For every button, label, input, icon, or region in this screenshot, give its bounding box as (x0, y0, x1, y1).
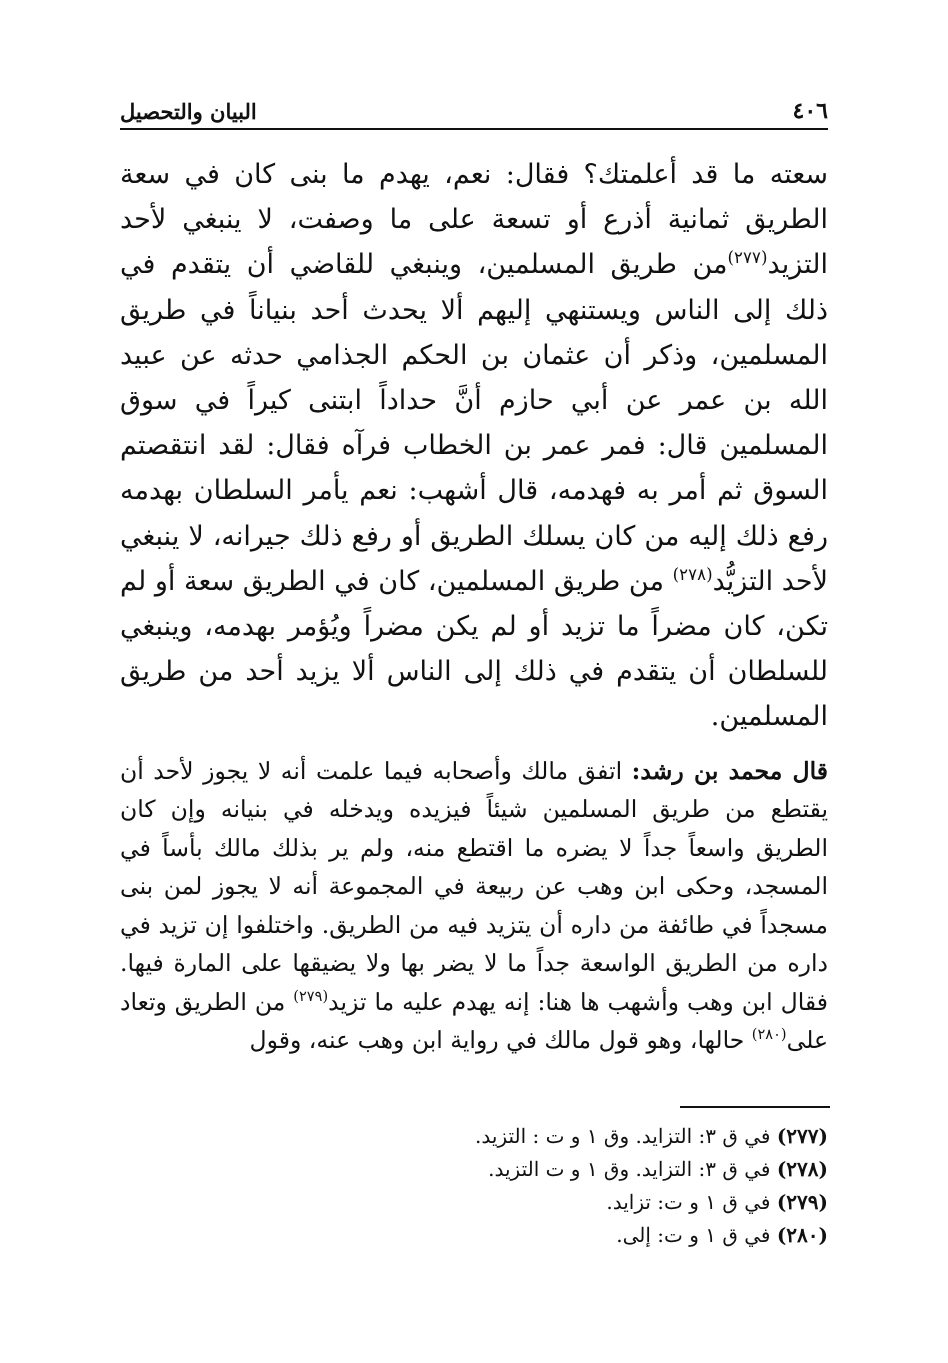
footnote-item (300, 1219, 828, 1252)
footnote-ref-277: (٢٧٧) (727, 247, 768, 268)
footnote-divider (680, 1106, 830, 1108)
footnote-number: (٢٧٨) (776, 1157, 828, 1181)
footnote-number: (٢٧٩) (776, 1190, 828, 1214)
footnotes-list (300, 1120, 828, 1252)
book-title: البيان والتحصيل (120, 99, 257, 124)
footnote-ref-279: (٢٧٩) (293, 987, 329, 1005)
footnote-item (300, 1186, 828, 1219)
footnote-item (300, 1120, 828, 1153)
footnote-ref-280: (٢٨٠) (751, 1026, 787, 1044)
footnote-text: في ق ١ و ت: تزايد. (606, 1190, 777, 1214)
footnote-ref-278: (٢٧٨) (672, 563, 713, 584)
footnote-text: في ق ٣: التزايد. وق ١ و ت التزيد. (488, 1157, 777, 1181)
page-number: ٤٠٦ (792, 98, 828, 124)
footnote-number: (٢٧٧) (776, 1124, 828, 1148)
speaker-label: قال محمد بن رشد: (631, 756, 829, 785)
text-segment: اتفق مالك وأصحابه فيما علمت أنه لا يجوز لأحد أن يقتطع من طريق المسلمين شيئاً فيزيده ويدخله في بنيانه وإن كان الطريق واسعاً جداً لا يضره ما اقتطع منه، ولم ير بذلك مالك بأساً في المسجد، وحكى ابن وهب عن ربيعة في المجموعة أنه لا يجوز لمن بنى مسجداً في طائفة من داره أن يتزيد فيه من الطريق. واختلفوا إن تزيد في داره من الطريق الواسعة جداً ما لا يضر بها ولا يضيقها على المارة فيها. فقال ابن وهب وأشهب ها هنا: إنه يهدم عليه ما تزيد (120, 756, 828, 1016)
running-header (120, 92, 828, 130)
footnote-text: في ق ١ و ت: إلى. (616, 1223, 777, 1247)
footnote-text: في ق ٣: التزايد. وق ١ و ت : التزيد. (475, 1124, 777, 1148)
paragraph-1 (120, 152, 828, 740)
paragraph-2 (120, 752, 828, 1060)
footnote-item (300, 1153, 828, 1186)
text-segment: حالها، وهو قول مالك في رواية ابن وهب عنه، وقول (249, 1026, 752, 1055)
main-text (120, 152, 828, 1060)
text-segment: من طريق المسلمين، كان في الطريق سعة أو لم تكن، كان مضراً ما تزيد أو لم يكن مضراً ويُؤمر بهدمه، وينبغي للسلطان أن يتقدم في ذلك إلى الناس ألا يزيد أحد من طريق المسلمين. (120, 565, 828, 733)
text-segment: من الطريق وتعاد على (120, 987, 828, 1055)
footnote-number: (٢٨٠) (776, 1223, 828, 1247)
text-segment: من طريق المسلمين، وينبغي للقاضي أن يتقدم في ذلك إلى الناس ويستنهي إليهم ألا يحدث أحد بنياناً في طريق المسلمين، وذكر أن عثمان بن الحكم الجذامي حدثه عن عبيد الله بن عمر عن أبي حازم أنَّ حداداً ابتنى كيراً في سوق المسلمين قال: فمر عمر بن الخطاب فرآه فقال: لقد انتقصتم السوق ثم أمر به فهدمه، قال أشهب: نعم يأمر السلطان بهدمه رفع ذلك إليه من كان يسلك الطريق أو رفع ذلك جيرانه، لا ينبغي لأحد التزيُّد (120, 249, 828, 597)
text-segment: سعته ما قد أعلمتك؟ فقال: نعم، يهدم ما بنى كان في سعة الطريق ثمانية أذرع أو تسعة على ما وصفت، لا ينبغي لأحد التزيد (120, 159, 828, 281)
